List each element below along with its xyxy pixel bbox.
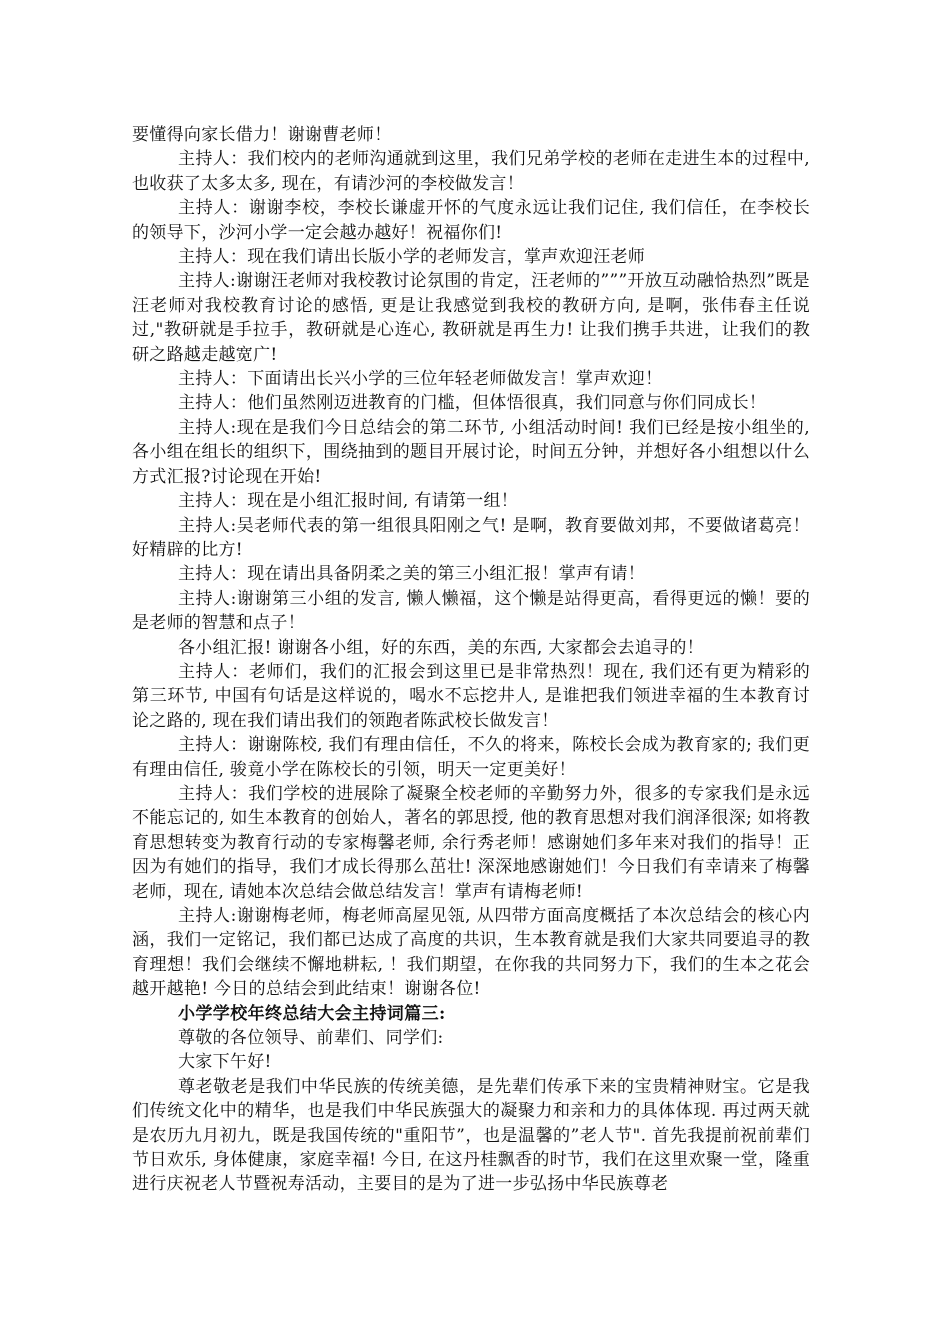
- paragraph: 大家下午好!: [178, 1052, 272, 1073]
- paragraph: 主持人：老师们，我们的汇报会到这里已是非常热烈！现在, 我们还有更为精彩的第三环节, 中国有句话是这样说的，喝水不忘挖井人, 是谁把我们领进幸福的生本教育讨论之路的, 现在我们请出我们的领跑者陈武校长做发言！: [132, 661, 810, 731]
- paragraph: 主持人：下面请出长兴小学的三位年轻老师做发言！掌声欢迎！: [178, 369, 663, 390]
- paragraph: 主持人：我们学校的进展除了凝聚全校老师的辛勤努力外，很多的专家我们是永远不能忘记的, 如生本教育的创始人，著名的郭思授, 他的教育思想对我们润泽很深; 如将教育思想转变为教育行动的专家梅馨老师, 余行秀老师！感谢她们多年来对我们的指导！正因为有她们的指导，我们才成长得那么茁壮! 深深地感谢她们！今日我们有幸请来了梅馨老师，现在, 请她本次总结会做总结发言！掌声有请梅老师!: [132, 783, 810, 902]
- paragraph: 主持人:吴老师代表的第一组很具阳刚之气! 是啊，教育要做刘邦，不要做诸葛亮！好精辟的比方!: [132, 515, 810, 560]
- paragraph: 主持人：现在请出具备阴柔之美的第三小组汇报！掌声有请！: [178, 564, 646, 585]
- paragraph: 主持人:谢谢梅老师，梅老师高屋见瓴, 从四带方面高度概括了本次总结会的核心内涵，我们一定铭记，我们都已达成了高度的共识，生本教育就是我们大家共同要追寻的教育理想！我们会继续不懈地耕耘, ！我们期望，在你我的共同努力下，我们的生本之花会越开越艳! 今日的总结会到此结束！谢谢各位!: [132, 906, 810, 1000]
- paragraph: 主持人:谢谢第三小组的发言, 懒人懒福，这个懒是站得更高，看得更远的懒！要的是老师的智慧和点子！: [132, 588, 810, 634]
- paragraph: 各小组汇报! 谢谢各小组，好的东西，美的东西, 大家都会去追寻的！: [178, 637, 704, 658]
- paragraph: 主持人:谢谢汪老师对我校教讨论氛围的肯定，汪老师的”””开放互动融恰热烈”既是汪老师对我校教育讨论的感悟, 更是让我感觉到我校的教研方向, 是啊，张伟春主任说过,"教研就是手拉手，教研就是心连心, 教研就是再生力! 让我们携手共进，让我们的教研之路越走越宽广!: [132, 271, 810, 365]
- paragraph: 主持人：现在是小组汇报时间, 有请第一组！: [178, 491, 519, 512]
- paragraph: 主持人：谢谢陈校, 我们有理由信任，不久的将来，陈校长会成为教育家的; 我们更有理由信任, 骏竟小学在陈校长的引领，明天一定更美好！: [132, 735, 810, 780]
- paragraph: 主持人:现在是我们今日总结会的第二环节, 小组活动时间! 我们已经是按小组坐的, 各小组在组长的组织下，围绕抽到的题目开展讨论，时间五分钟，并想好各小组想以什么方式汇报?讨论现在开始!: [132, 417, 810, 487]
- document-body: [132, 123, 810, 1197]
- paragraph: 要懂得向家长借力！谢谢曹老师！: [132, 125, 392, 145]
- paragraph: 主持人：谢谢李校，李校长谦虚开怀的气度永远让我们记住, 我们信任，在李校长的领导下，沙河小学一定会越办越好！祝福你们!: [132, 198, 810, 243]
- paragraph: 主持人：我们校内的老师沟通就到这里，我们兄弟学校的老师在走进生本的过程中, 也收获了太多太多, 现在，有请沙河的李校做发言！: [132, 149, 810, 194]
- paragraph: 主持人：他们虽然刚迈进教育的门槛，但体悟很真，我们同意与你们同成长！: [178, 393, 767, 414]
- section-heading: 小学学校年终总结大会主持词篇三:: [178, 1003, 446, 1024]
- paragraph: 主持人：现在我们请出长版小学的老师发言，掌声欢迎汪老师: [178, 247, 646, 268]
- paragraph: 尊老敬老是我们中华民族的传统美德，是先辈们传承下来的宝贵精神财宝。它是我们传统文化中的精华，也是我们中华民族强大的凝聚力和亲和力的具体体现. 再过两天就是农历九月初九，既是我国传统的"重阳节”，也是温馨的”老人节". 首先我提前祝前辈们节日欢乐, 身体健康，家庭幸福! 今日, 在这丹桂飘香的时节，我们在这里欢聚一堂，隆重进行庆祝老人节暨祝寿活动，主要目的是为了进一步弘扬中华民族尊老: [132, 1076, 810, 1195]
- paragraph: 尊敬的各位领导、前辈们、同学们:: [178, 1028, 444, 1049]
